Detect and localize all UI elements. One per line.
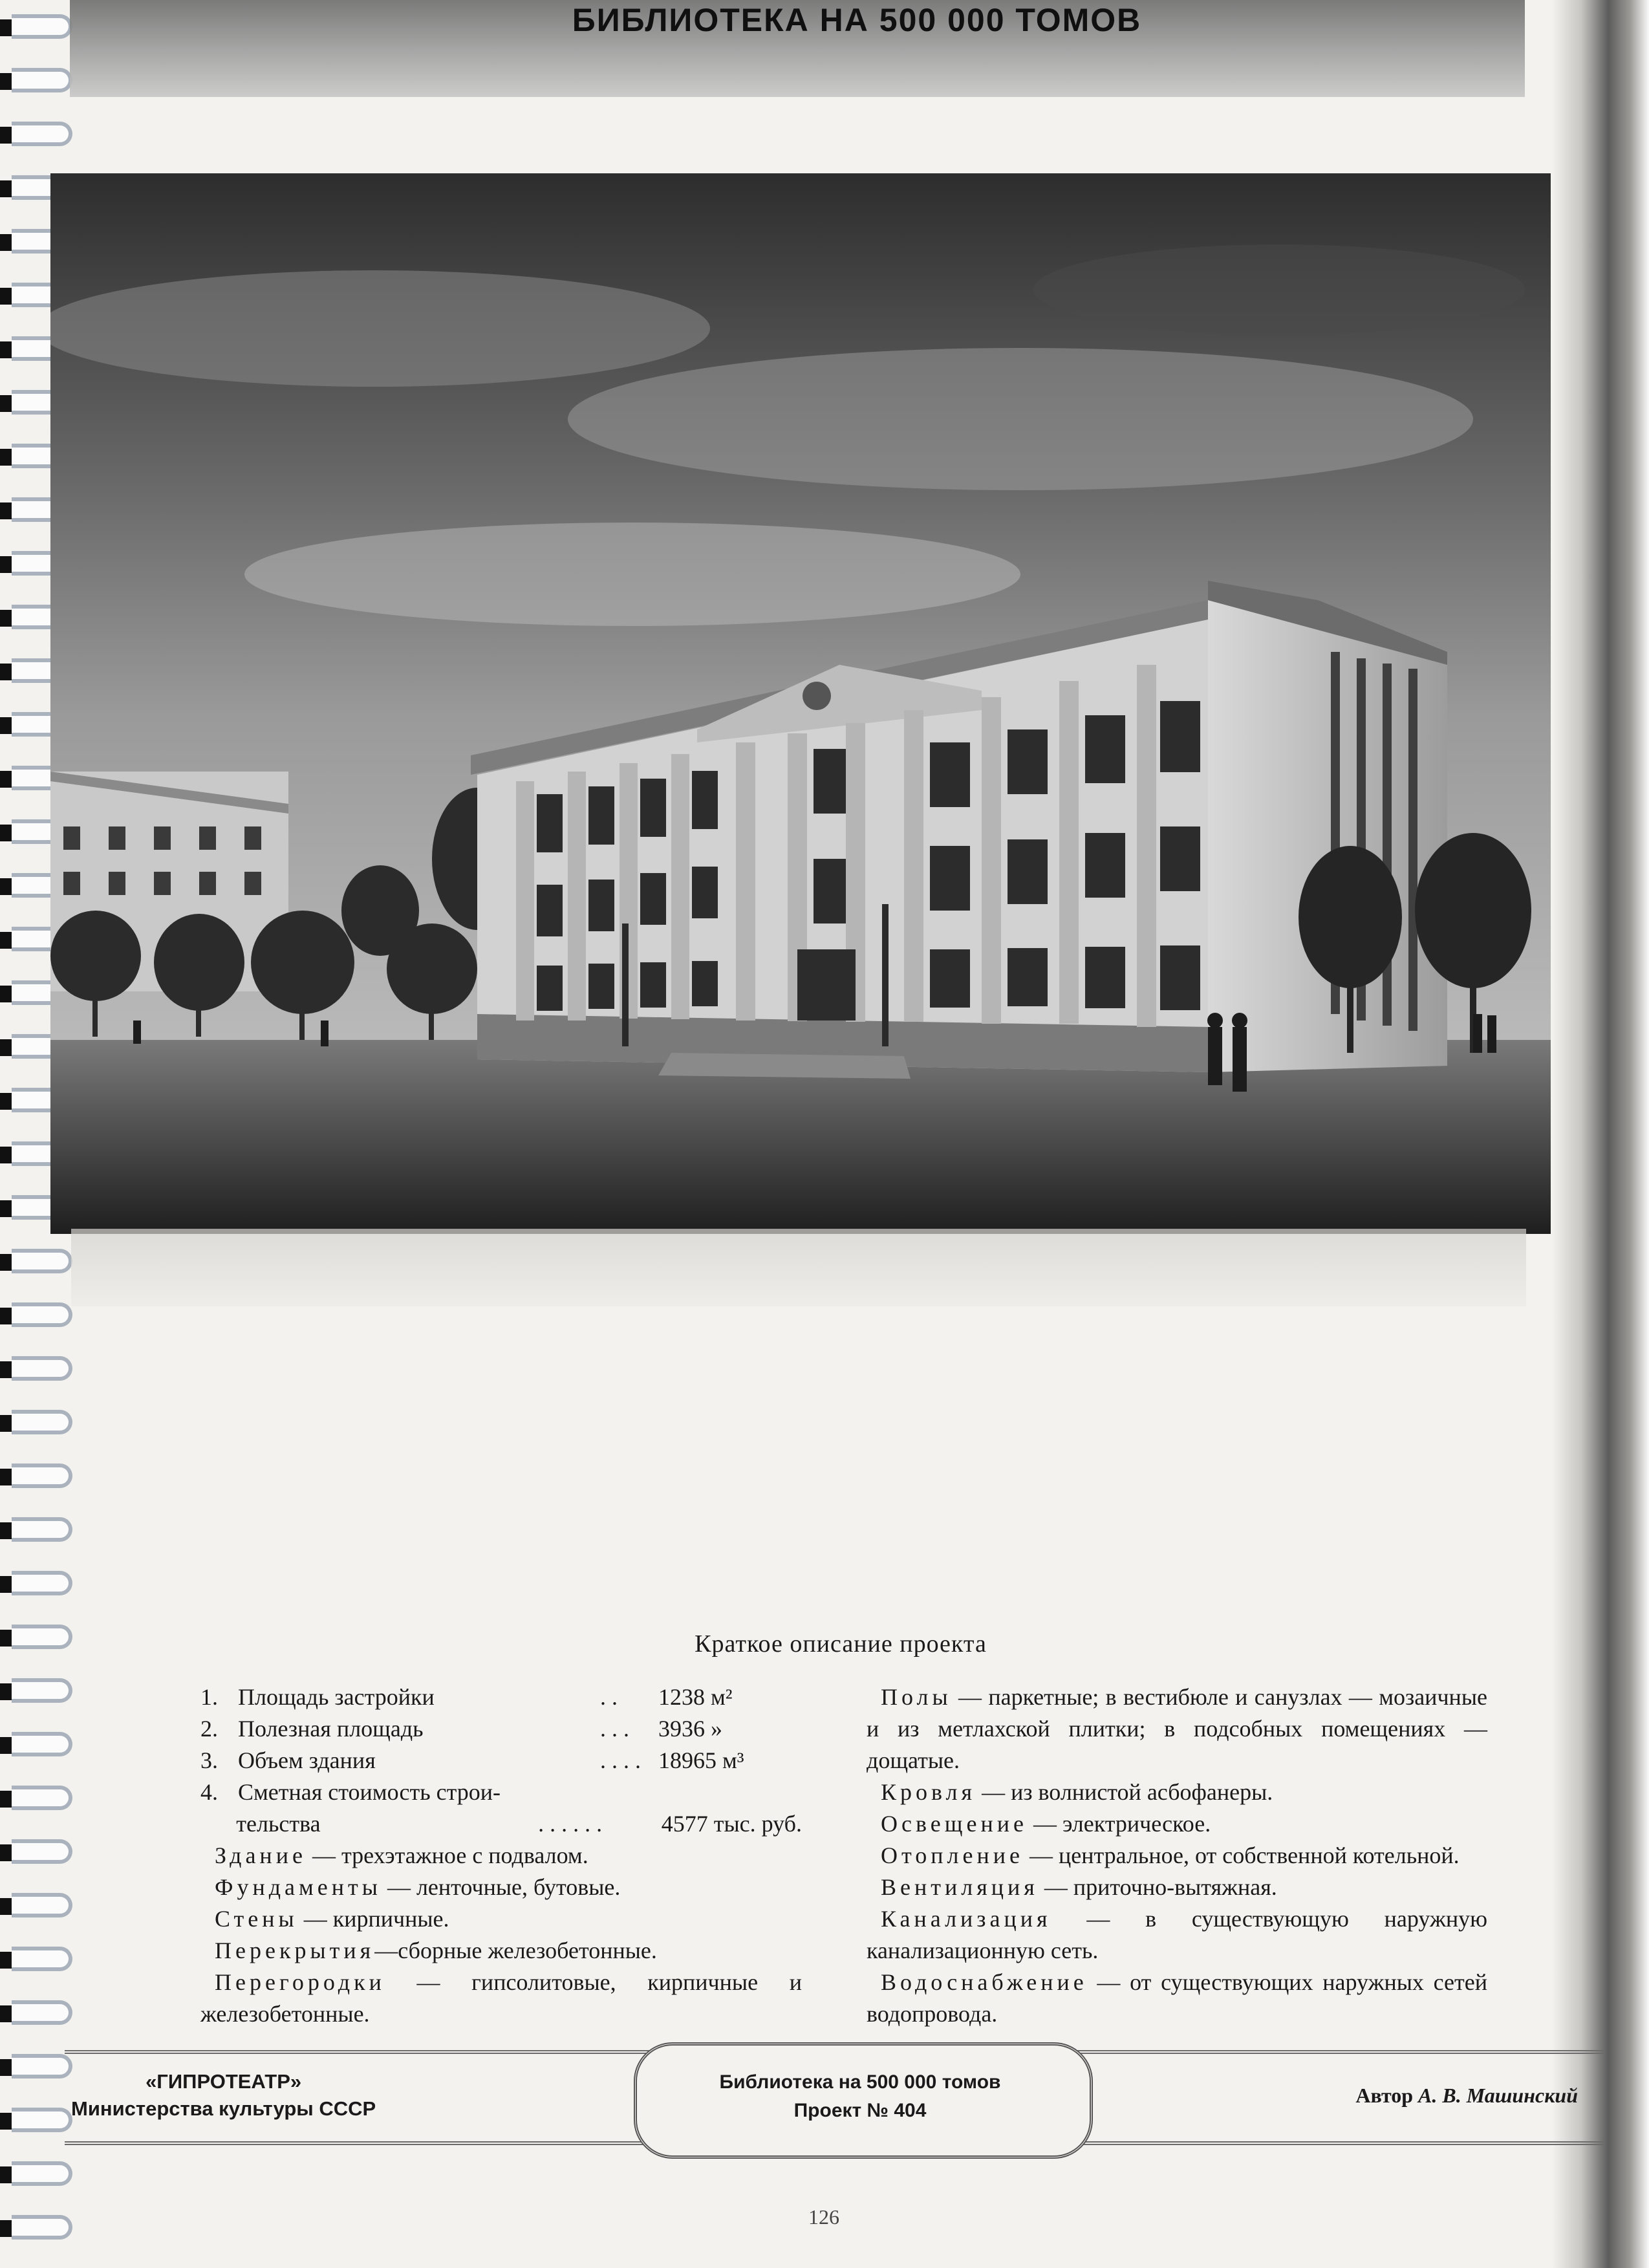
- paragraph-text: — центральное, от собственной котельной.: [1023, 1842, 1460, 1868]
- spec-value: 1238 м²: [658, 1684, 733, 1710]
- spec-label: тельства: [236, 1811, 321, 1837]
- spec-row: [200, 1808, 802, 1840]
- paragraph-term: Перекрытия: [215, 1938, 375, 1963]
- paragraph-term: Канализация: [881, 1906, 1051, 1932]
- organization-block: [71, 2068, 376, 2122]
- description-title: Краткое описание проекта: [695, 1630, 987, 1658]
- binding-coil: [0, 1784, 72, 1814]
- title-block-footer: [65, 2050, 1604, 2145]
- description-paragraph: [867, 1903, 1487, 1967]
- description-paragraph: [867, 1872, 1487, 1903]
- description-left-column: [200, 1681, 802, 2030]
- spec-dots: . . .: [600, 1716, 629, 1742]
- paragraph-text: — кирпичные.: [297, 1906, 449, 1932]
- paragraph-text: — от существующих наружных сетей водопровода.: [867, 1969, 1487, 2027]
- description-paragraph: [867, 1840, 1487, 1872]
- organization-name: «ГИПРОТЕАТР»: [146, 2070, 302, 2093]
- description-paragraph: [200, 1967, 802, 2030]
- paragraph-term: Полы: [881, 1684, 952, 1710]
- paragraph-text: — паркетные; в вестибюле и санузлах — мозаичные и из метлахской плитки; в подсобных помещениях — дощатые.: [867, 1684, 1487, 1773]
- spec-row: [200, 1777, 802, 1808]
- paragraph-text: — из волнистой асбофанеры.: [976, 1779, 1273, 1805]
- paragraph-term: Отопление: [881, 1842, 1024, 1868]
- spec-value: 4577 тыс. руб.: [661, 1811, 802, 1837]
- author-name: А. В. Машинский: [1418, 2084, 1578, 2107]
- spec-number: 2.: [200, 1716, 218, 1742]
- binding-coil: [0, 1516, 72, 1546]
- description-paragraph: [867, 1808, 1487, 1840]
- binding-coil: [0, 2053, 72, 2082]
- binding-coil: [0, 1355, 72, 1385]
- description-paragraph: [200, 1872, 802, 1903]
- binding-coil: [0, 1247, 72, 1277]
- paragraph-text: — электрическое.: [1027, 1811, 1211, 1837]
- spec-dots: . .: [600, 1684, 618, 1710]
- paragraph-text: — ленточные, бутовые.: [381, 1874, 621, 1900]
- paragraph-text: — гипсолитовые, кирпичные и железобетонные.: [200, 1969, 802, 2027]
- paragraph-term: Перегородки: [215, 1969, 385, 1995]
- binding-coil: [0, 1570, 72, 1599]
- spec-label: Объем здания: [238, 1747, 376, 1773]
- paragraph-term: Вентиляция: [881, 1874, 1039, 1900]
- paragraph-term: Водоснабжение: [881, 1969, 1088, 1995]
- spec-dots: . . . . . .: [538, 1811, 603, 1837]
- spec-label: Площадь застройки: [238, 1684, 435, 1710]
- author-prefix: Автор: [1355, 2084, 1414, 2107]
- spec-label: Сметная стоимость строи-: [238, 1779, 501, 1805]
- binding-coil: [0, 1623, 72, 1653]
- paragraph-text: — приточно-вытяжная.: [1038, 1874, 1277, 1900]
- binding-coil: [0, 2106, 72, 2136]
- spec-label: Полезная площадь: [238, 1716, 424, 1742]
- spec-row: [200, 1713, 802, 1745]
- paragraph-text: — трехэтажное с подвалом.: [306, 1842, 588, 1868]
- binding-coil: [0, 1731, 72, 1760]
- binding-coil: [0, 1838, 72, 1868]
- spec-row: [200, 1745, 802, 1777]
- author-block: [1355, 2084, 1578, 2108]
- paragraph-term: Здание: [215, 1842, 307, 1868]
- spec-number: 4.: [200, 1779, 218, 1805]
- binding-coil: [0, 1462, 72, 1492]
- page-edge-shadow: [1552, 0, 1649, 2268]
- page-title: БИБЛИОТЕКА НА 500 000 ТОМОВ: [572, 2, 1142, 38]
- binding-coil: [0, 67, 72, 96]
- project-number: Проект № 404: [793, 2100, 927, 2121]
- binding-coil: [0, 2214, 72, 2243]
- binding-coil: [0, 1999, 72, 2029]
- binding-coil: [0, 1945, 72, 1975]
- print-bleed-band: [71, 1229, 1526, 1306]
- building-illustration: [50, 173, 1551, 1234]
- paragraph-term: Кровля: [881, 1779, 976, 1805]
- paragraph-text: —сборные железобетонные.: [374, 1938, 657, 1963]
- spec-dots: . . . .: [600, 1747, 641, 1773]
- description-paragraph: [200, 1903, 802, 1935]
- paragraph-term: Фундаменты: [215, 1874, 382, 1900]
- binding-coil: [0, 2160, 72, 2190]
- page-number: 126: [808, 2205, 839, 2229]
- description-paragraph: [867, 1681, 1487, 1777]
- binding-coil: [0, 1301, 72, 1331]
- spec-value: 3936 »: [658, 1716, 722, 1742]
- paragraph-term: Стены: [215, 1906, 298, 1932]
- binding-coil: [0, 1409, 72, 1438]
- description-paragraph: [200, 1935, 802, 1967]
- description-right-column: [867, 1681, 1487, 2030]
- spec-row: [200, 1681, 802, 1713]
- description-paragraph: [200, 1840, 802, 1872]
- spec-dots: [600, 1777, 658, 1808]
- description-paragraph: [867, 1967, 1487, 2030]
- spec-value: 18965 м³: [658, 1747, 744, 1773]
- binding-coil: [0, 120, 72, 150]
- description-paragraph: [867, 1777, 1487, 1808]
- paragraph-term: Освещение: [881, 1811, 1028, 1837]
- organization-ministry: Министерства культуры СССР: [71, 2097, 376, 2120]
- project-block: [666, 2068, 1054, 2125]
- spec-number: 1.: [200, 1684, 218, 1710]
- binding-coil: [0, 1892, 72, 1921]
- binding-coil: [0, 1677, 72, 1707]
- spec-number: [200, 1808, 236, 1840]
- project-name: Библиотека на 500 000 томов: [719, 2071, 1001, 2093]
- paragraph-text: — в существующую наружную канализационную сеть.: [867, 1906, 1487, 1963]
- spec-number: 3.: [200, 1747, 218, 1773]
